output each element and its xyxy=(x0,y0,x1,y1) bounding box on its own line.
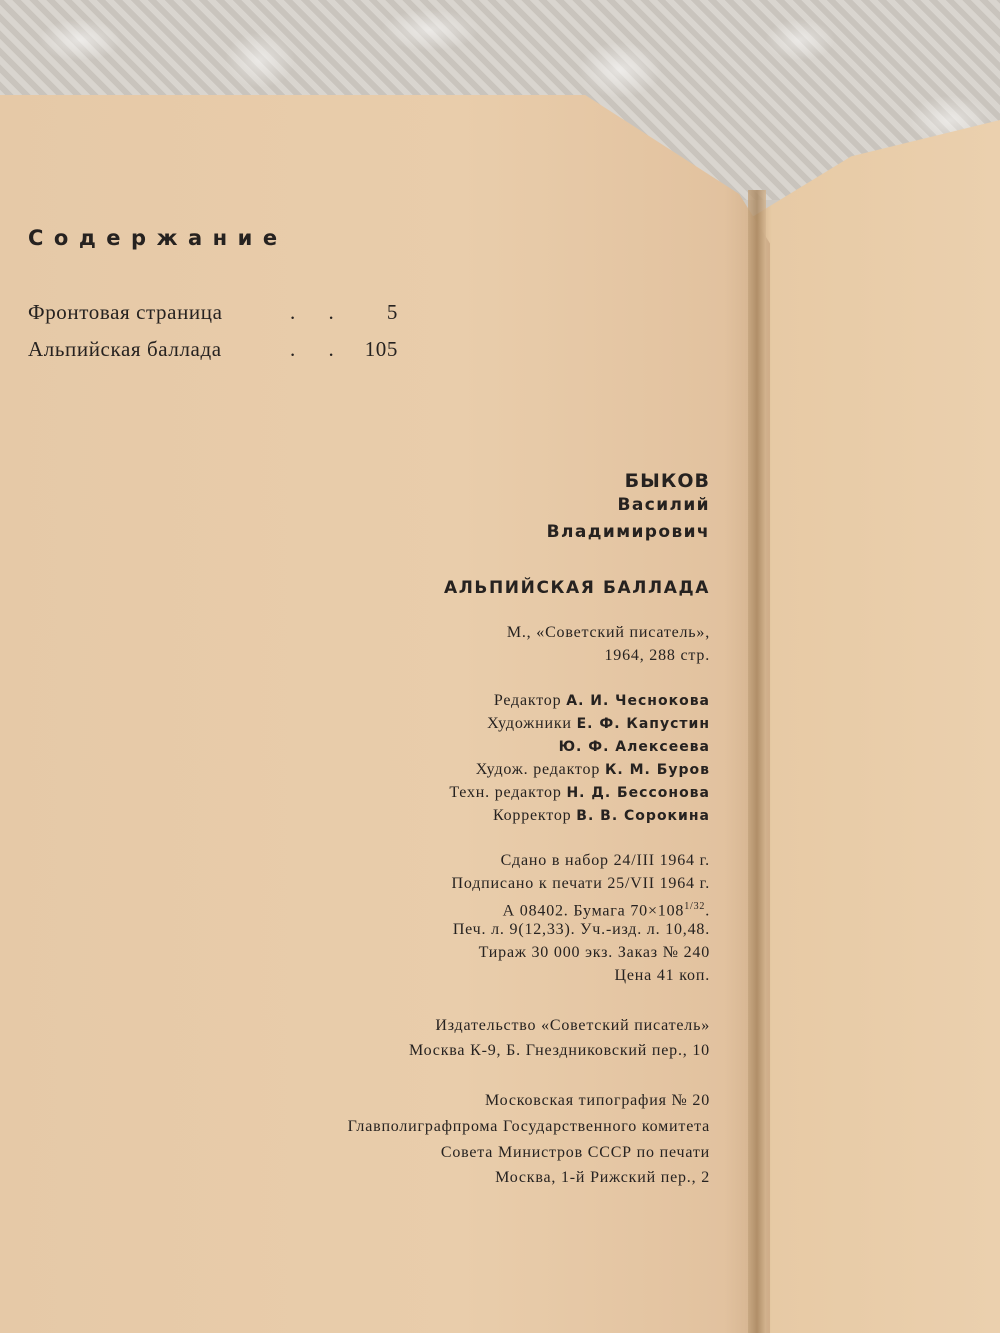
publication-line-1: М., «Советский писатель», xyxy=(506,624,710,641)
publication-line-2: 1964, 288 стр. xyxy=(604,647,710,664)
print-circulation: Тираж 30 000 экз. Заказ № 240 xyxy=(478,944,710,961)
credit-person: А. И. Чеснокова xyxy=(566,693,710,709)
paper-fraction: 1/32 xyxy=(684,901,706,912)
credit-role: Корректор xyxy=(492,807,572,824)
paper-format: А 08402. Бумага 70×108 xyxy=(502,902,685,920)
toc-item-page: 5 xyxy=(386,300,398,324)
printer-line-4: Москва, 1-й Рижский пер., 2 xyxy=(495,1169,710,1186)
right-book-page xyxy=(752,120,1000,1333)
printer-line-2: Главполиграфпрома Государственного комитета xyxy=(347,1118,710,1135)
book-title: АЛЬПИЙСКАЯ БАЛЛАДА xyxy=(443,578,710,598)
toc-leader-dots: . . xyxy=(290,300,348,324)
credit-person: Н. Д. Бессонова xyxy=(566,785,710,801)
toc-item-label: Фронтовая страница xyxy=(28,300,223,324)
print-price: Цена 41 коп. xyxy=(614,967,710,984)
credit-person: Ю. Ф. Алексеева xyxy=(558,739,710,755)
credit-artists xyxy=(487,713,710,735)
printer-line-3: Совета Министров СССР по печати xyxy=(440,1144,710,1161)
paper-suffix: . xyxy=(705,902,710,920)
publisher-address: Москва К-9, Б. Гнездниковский пер., 10 xyxy=(408,1042,710,1059)
credit-proofreader xyxy=(493,805,710,827)
credit-art-editor xyxy=(476,759,710,781)
print-submitted: Сдано в набор 24/III 1964 г. xyxy=(500,852,710,869)
print-signed: Подписано к печати 25/VII 1964 г. xyxy=(451,875,710,892)
publisher-name: Издательство «Советский писатель» xyxy=(435,1017,710,1034)
toc-leader-dots: . . xyxy=(290,337,348,361)
author-name: Василий xyxy=(617,495,710,515)
printer-line-1: Московская типография № 20 xyxy=(485,1092,710,1109)
credit-person: В. В. Сорокина xyxy=(576,808,710,824)
toc-item-page: 105 xyxy=(364,337,398,361)
author-surname: БЫКОВ xyxy=(624,470,710,492)
credit-person: К. М. Буров xyxy=(604,762,710,778)
print-sheets: Печ. л. 9(12,33). Уч.-изд. л. 10,48. xyxy=(452,921,710,938)
toc-item-label: Альпийская баллада xyxy=(28,337,222,361)
credit-role: Художники xyxy=(487,715,572,732)
credit-editor xyxy=(494,690,710,712)
author-patronymic: Владимирович xyxy=(546,522,710,542)
contents-heading: Содержание xyxy=(28,226,288,250)
credit-role: Худож. редактор xyxy=(475,761,601,778)
credit-role: Техн. редактор xyxy=(449,784,562,801)
book-spine xyxy=(748,190,766,1333)
credit-person: Е. Ф. Капустин xyxy=(576,716,710,732)
credit-artist-2 xyxy=(559,736,710,758)
credit-role: Редактор xyxy=(493,692,562,709)
credit-tech-editor xyxy=(449,782,710,804)
